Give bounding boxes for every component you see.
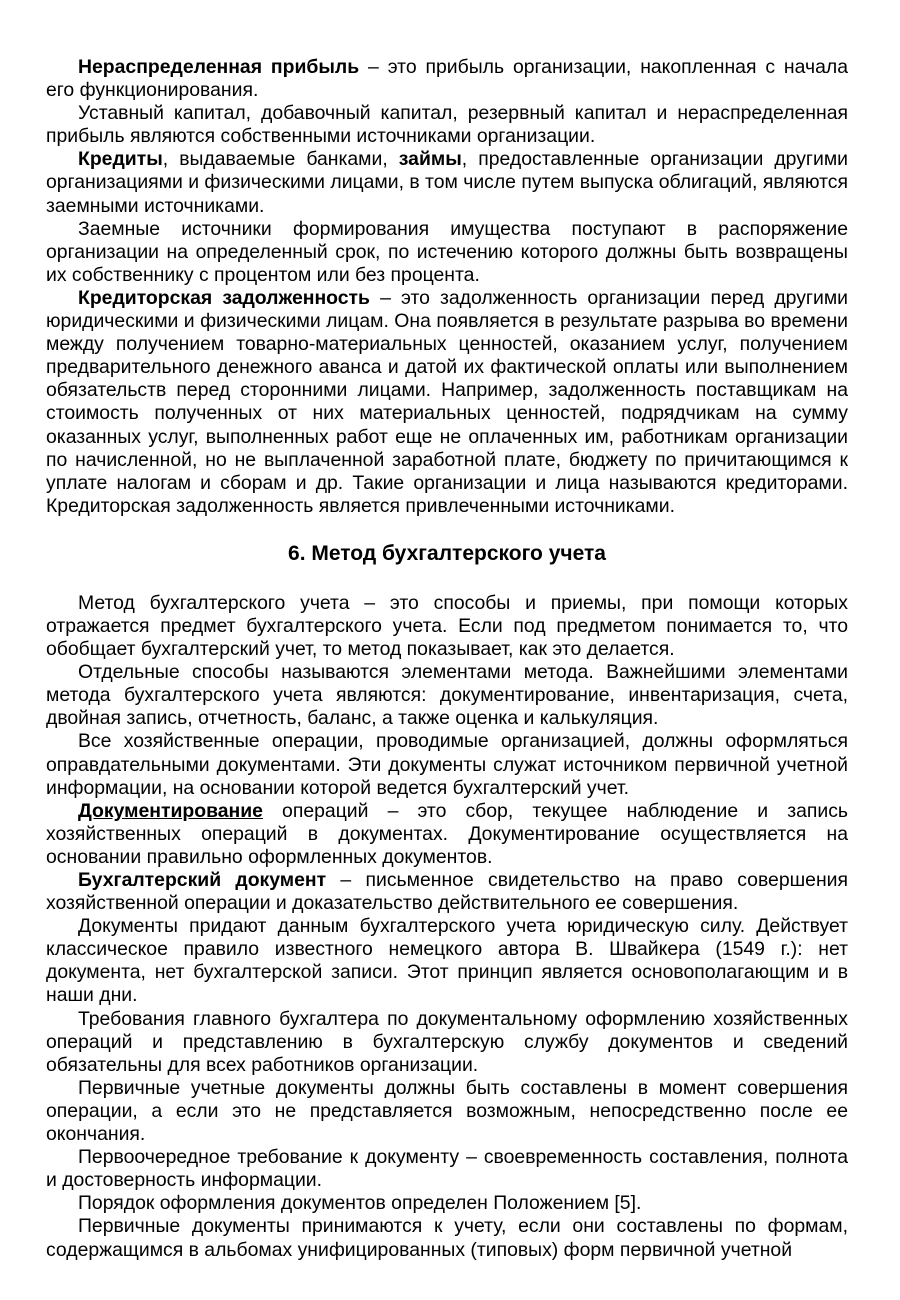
term-credits: Кредиты: [78, 148, 163, 171]
paragraph-text: , предоставленные организации другими организациями и физическими лицами, в том числе путем выпуска облигаций, являются заемными источниками.: [46, 148, 848, 217]
paragraph-accounting-document: [46, 869, 848, 915]
paragraph-primary-documents-timing: Первичные учетные документы должны быть составлены в момент совершения операции, а если это не представляется возможным, непосредственно после ее окончания.: [46, 1076, 848, 1146]
paragraph-text: – это задолженность организации перед другими юридическими и физическими лицам. Она появляется в результате разрыва во времени между получением товарно-материальных ценностей, оказанием услуг, получением предварительного денежного аванса и датой их фактической оплаты или выполнением обязательств перед сторонними лицами. Например, задолженность поставщикам на стоимость полученных от них материальных ценностей, подрядчикам на сумму оказанных услуг, выполненных работ еще не оплаченных им, работникам организации по начисленной, но не выплаченной заработной плате, бюджету по причитающимся к уплате налогам и сборам и др. Такие организации и лица называются кредиторами. Кредиторская задолженность является привлеченными источниками.: [46, 286, 848, 517]
paragraph-method-definition: Метод бухгалтерского учета – это способы и приемы, при помощи которых отражается предмет бухгалтерского учета. Если под предметом понимается то, что обобщает бухгалтерский учет, то метод показывает, как это делается.: [46, 591, 848, 661]
paragraph-document-requirements: Первоочередное требование к документу – своевременность составления, полнота и достоверность информации.: [46, 1146, 848, 1192]
term-accounting-document: Бухгалтерский документ: [78, 869, 327, 891]
paragraph-retained-earnings: [46, 56, 848, 102]
paragraph-supporting-documents: Все хозяйственные операции, проводимые организацией, должны оформляться оправдательными документами. Эти документы служат источником первичной учетной информации, на основании которой ведется бухгалтерский учет.: [46, 730, 848, 799]
section-heading: 6. Метод бухгалтерского учета: [288, 541, 606, 565]
paragraph-text: – это прибыль организации, накопленная с начала его функционирования.: [46, 56, 848, 102]
paragraph-chief-accountant: Требования главного бухгалтера по документальному оформлению хозяйственных операций и представлению в бухгалтерскую службу документов и сведений обязательны для всех работников организации.: [46, 1007, 848, 1076]
paragraph-documentation: [46, 800, 848, 869]
term-loans: займы: [398, 148, 462, 171]
paragraph-credits-loans: [46, 148, 848, 217]
term-accounts-payable: Кредиторская задолженность: [78, 286, 370, 309]
term-retained-earnings: Нераспределенная прибыль: [78, 56, 360, 78]
paragraph-method-elements: Отдельные способы называются элементами метода. Важнейшими элементами метода бухгалтерского учета являются: документирование, инвентаризация, счета, двойная запись, отчетность, баланс, а также оценка и калькуляция.: [46, 661, 848, 730]
term-documentation: Документирование: [78, 799, 263, 822]
paragraph-primary-documents-forms: Первичные документы принимаются к учету, если они составлены по формам, содержащимся в альбомах унифицированных (типовых) форм первичной учетной: [46, 1215, 848, 1261]
paragraph-borrowed-sources: Заемные источники формирования имущества поступают в распоряжение организации на определенный срок, по истечению которого должны быть возвращены их собственнику с процентом или без процента.: [46, 217, 848, 286]
paragraph-text: – письменное свидетельство на право совершения хозяйственной операции и доказательство действительного ее совершения.: [46, 869, 848, 915]
paragraph-text: , выдаваемые банками,: [162, 148, 399, 171]
paragraph-legal-force: Документы придают данным бухгалтерского учета юридическую силу. Действует классическое правило известного немецкого автора В. Швайкера (1549 г.): нет документа, нет бухгалтерской записи. Этот принцип является основополагающим и в наши дни.: [46, 915, 848, 1007]
paragraph-text: операций – это сбор, текущее наблюдение и запись хозяйственных операций в документах. Документирование осуществляется на основании правильно оформленных документов.: [46, 799, 848, 868]
paragraph-regulation: Порядок оформления документов определен Положением [5].: [78, 1192, 642, 1215]
paragraph-own-sources: Уставный капитал, добавочный капитал, резервный капитал и нераспределенная прибыль являются собственными источниками организации.: [46, 102, 848, 148]
paragraph-accounts-payable: [46, 287, 848, 518]
